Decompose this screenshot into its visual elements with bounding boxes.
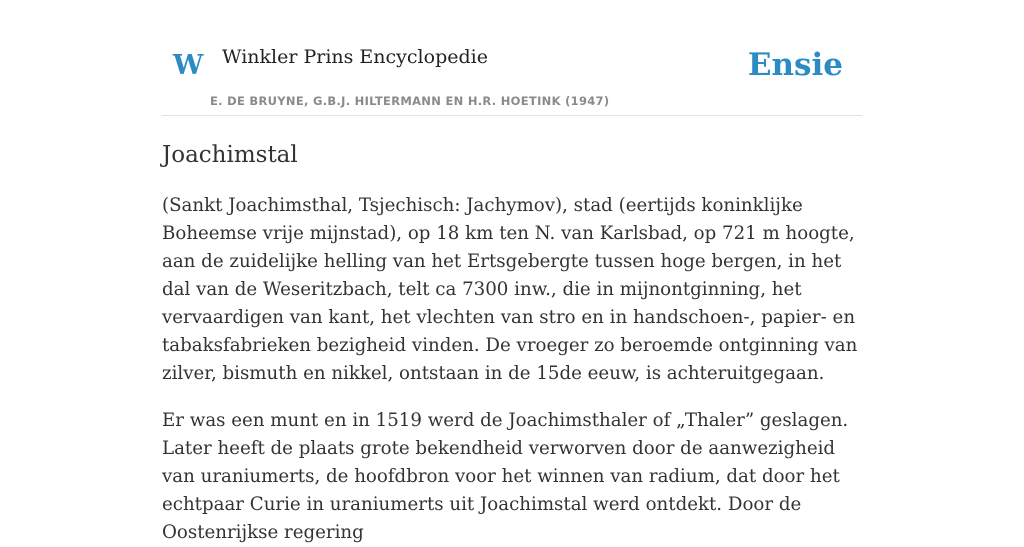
article-paragraph: (Sankt Joachimsthal, Tsjechisch: Jachymov), stad (eertijds koninklijke Boheemse vrije mijnstad), op 18 km ten N. van Karlsbad, op 721 m hoogte, aan de zuidelijke helling van het Ertsgebergte tussen hoge bergen, in het dal van de Weseritzbach, telt ca 7300 inw., die in mijnontginning, het vervaardigen van kant, het vlechten van stro en in handschoen-, papier- en tabaksfabrieken bezigheid vinden. De vroeger zo beroemde ontginning van zilver, bismuth en nikkel, ontstaan in de 15de eeuw, is achteruitgegaan. — [162, 195, 858, 384]
site-header — [162, 0, 862, 116]
encyclopedia-title[interactable]: Winkler Prins Encyclopedie — [222, 46, 488, 68]
encyclopedia-authors: E. DE BRUYNE, G.B.J. HILTERMANN EN H.R. HOETINK (1947) — [210, 94, 610, 108]
ensie-brand-link[interactable]: Ensie — [747, 47, 843, 83]
winkler-prins-logo[interactable]: W — [173, 50, 204, 81]
article-body — [162, 140, 862, 547]
article-title: Joachimstal — [162, 142, 298, 168]
article-paragraph: Er was een munt en in 1519 werd de Joachimsthaler of „Thaler” geslagen. Later heeft de plaats grote bekendheid verworven door de aanwezigheid van uraniumerts, de hoofdbron voor het winnen van radium, dat door het echtpaar Curie in uraniumerts uit Joachimstal werd ontdekt. Door de Oostenrijkse regering — [162, 410, 849, 543]
page-container — [162, 0, 862, 547]
